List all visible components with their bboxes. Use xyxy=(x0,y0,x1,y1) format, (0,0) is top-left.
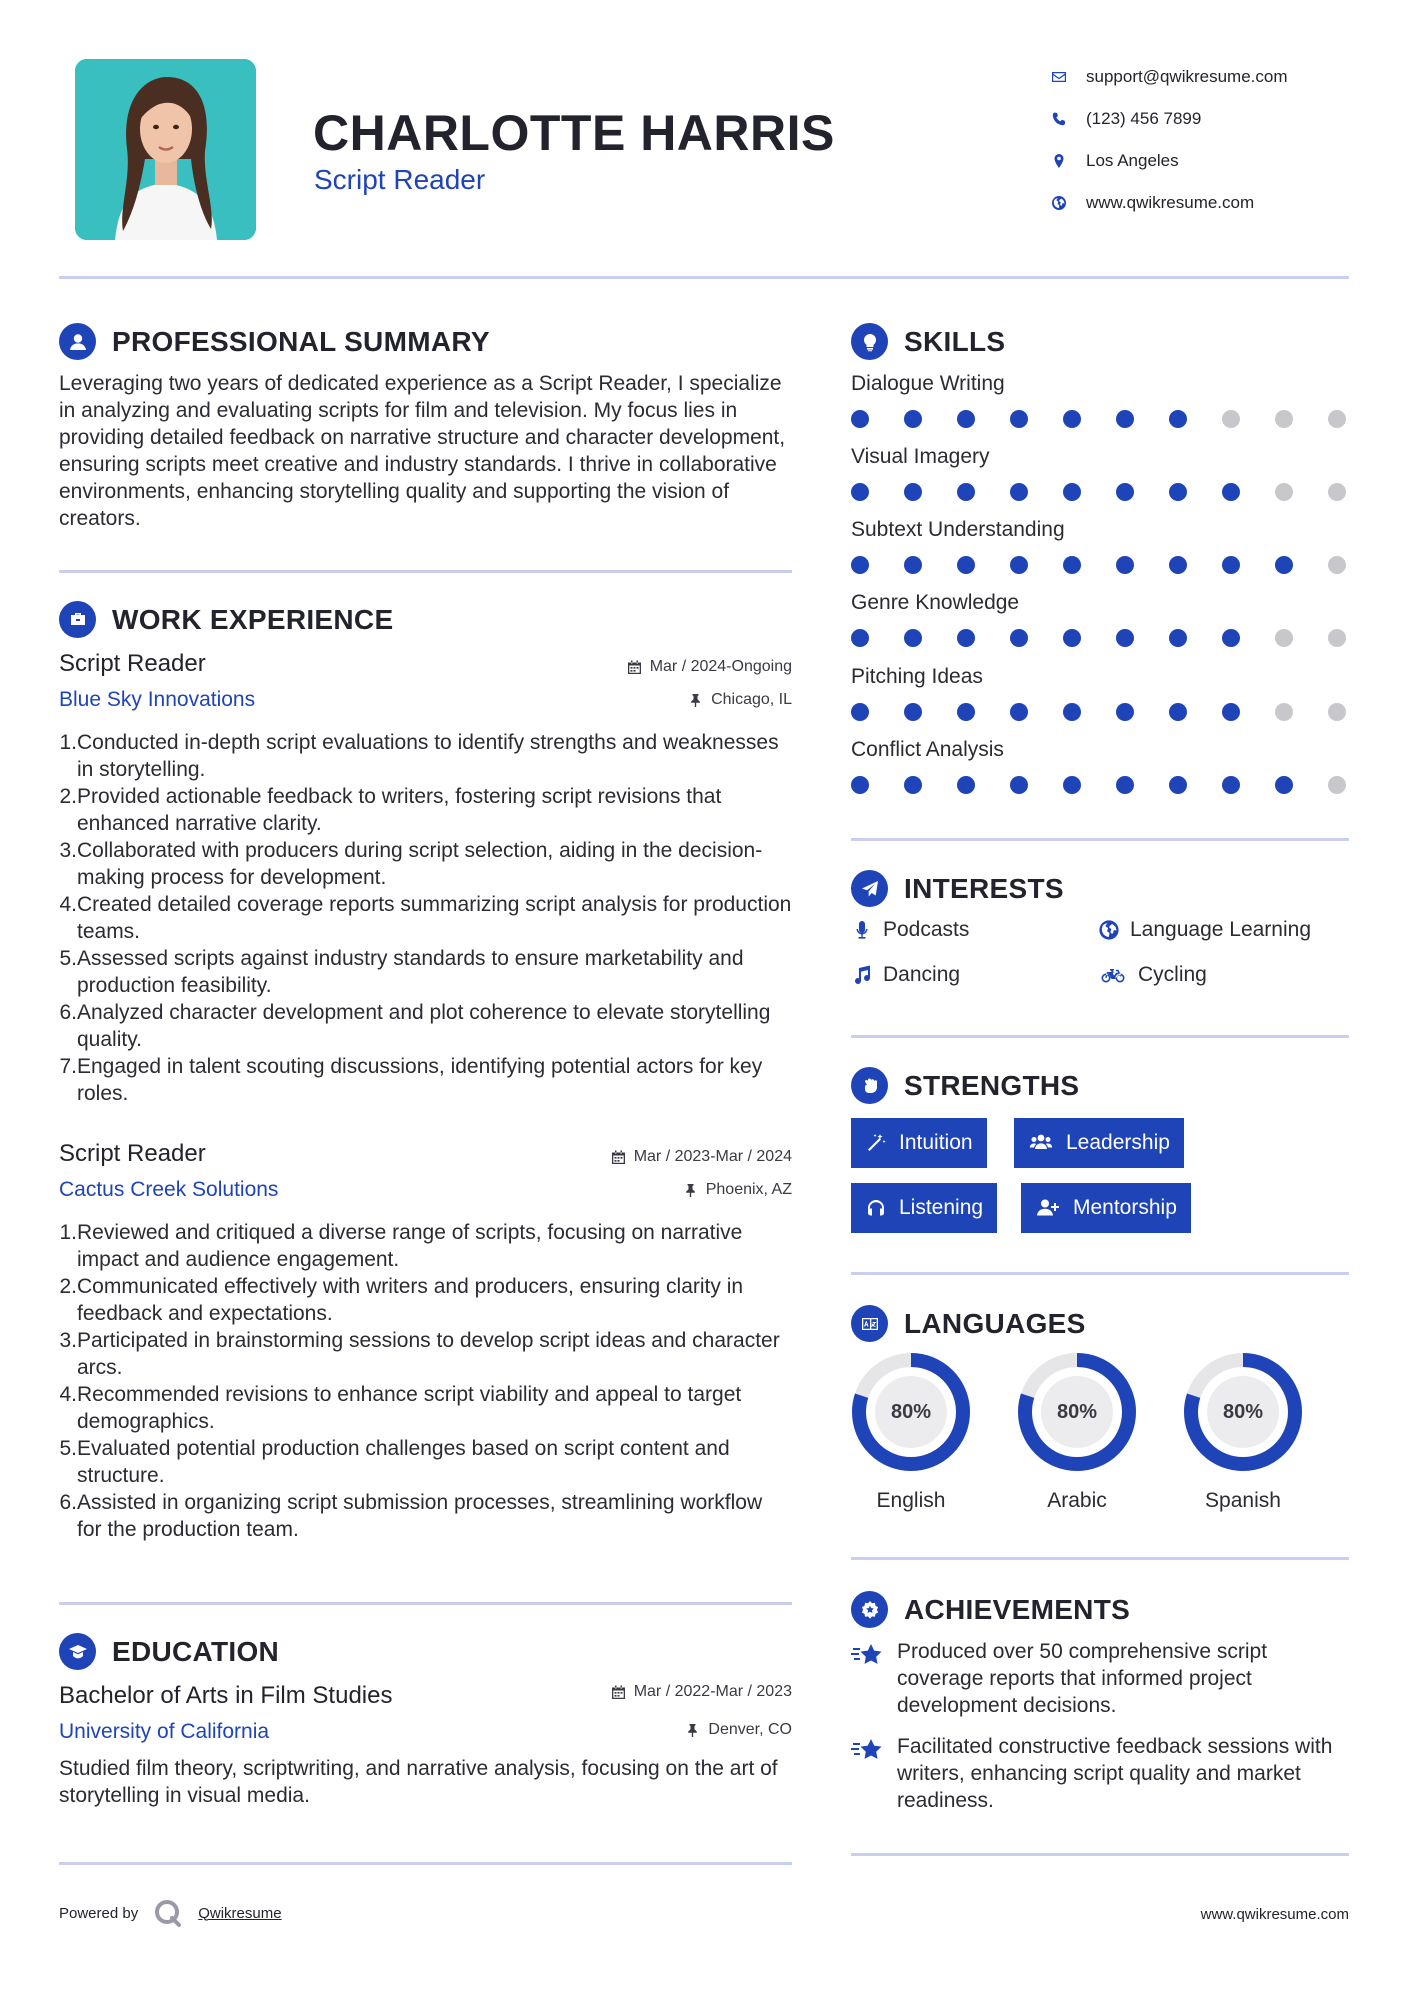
interests-heading xyxy=(851,870,1064,907)
languages-divider xyxy=(851,1557,1349,1560)
skill-dot-filled xyxy=(851,629,869,647)
lightbulb-icon xyxy=(851,323,888,360)
skill-dot-filled xyxy=(1169,410,1187,428)
interest-item xyxy=(1098,963,1207,987)
skill-dot-filled xyxy=(957,776,975,794)
skill-rating xyxy=(851,693,1351,723)
job-1-dates-text: Mar / 2024-Ongoing xyxy=(649,658,792,675)
skill-dot-filled xyxy=(1169,629,1187,647)
interests-divider xyxy=(851,1035,1349,1038)
summary-heading xyxy=(59,323,490,360)
skill-name: Conflict Analysis xyxy=(851,738,1004,761)
skill-dot-filled xyxy=(1116,629,1134,647)
music-note-icon xyxy=(851,964,873,986)
interest-item xyxy=(851,963,960,987)
skill-dot-filled xyxy=(1275,776,1293,794)
pushpin-icon xyxy=(683,1183,698,1198)
work-title: WORK EXPERIENCE xyxy=(112,603,394,635)
contact-location-text: Los Angeles xyxy=(1086,151,1179,170)
duty-text: Communicated effectively with writers and producers, ensuring clarity in feedback and expectations. xyxy=(77,1275,744,1325)
achievement-text: Facilitated constructive feedback sessions with writers, enhancing script quality and market readiness. xyxy=(897,1735,1333,1812)
list-number: 1. xyxy=(59,731,77,754)
language-ring xyxy=(1016,1351,1138,1473)
skill-dot-filled xyxy=(1063,629,1081,647)
skill-name: Dialogue Writing xyxy=(851,372,1005,395)
job-2-location xyxy=(683,1181,792,1199)
job-2-dates xyxy=(611,1148,792,1166)
achievements-title: ACHIEVEMENTS xyxy=(904,1593,1131,1625)
powered-by-text: Powered by xyxy=(59,1904,139,1922)
education-dates-text: Mar / 2022-Mar / 2023 xyxy=(633,1683,792,1700)
language-name: Arabic xyxy=(1047,1489,1107,1512)
paper-plane-icon xyxy=(851,870,888,907)
skill-item xyxy=(851,372,1351,430)
skill-dot-filled xyxy=(957,556,975,574)
skill-dot-empty xyxy=(1328,776,1346,794)
skill-dot-empty xyxy=(1222,410,1240,428)
globe-icon xyxy=(1050,194,1068,212)
skill-dot-filled xyxy=(1063,776,1081,794)
skill-dot-filled xyxy=(1116,483,1134,501)
language-percent: 80% xyxy=(1222,1400,1264,1423)
interest-label: Podcasts xyxy=(883,918,970,941)
skill-dot-filled xyxy=(1222,703,1240,721)
education-school: University of California xyxy=(59,1720,270,1743)
graduation-cap-icon xyxy=(59,1633,96,1670)
skill-item xyxy=(851,518,1351,576)
skill-dot-filled xyxy=(957,629,975,647)
phone-icon xyxy=(1050,110,1068,128)
education-location xyxy=(685,1721,792,1739)
skill-dot-filled xyxy=(1010,703,1028,721)
skill-rating xyxy=(851,400,1351,430)
magic-wand-icon xyxy=(865,1132,887,1154)
strength-badge xyxy=(1014,1118,1184,1168)
duty-text: Provided actionable feedback to writers, fostering script revisions that enhanced narrative clarity. xyxy=(77,785,722,835)
users-icon xyxy=(1028,1132,1054,1154)
translate-icon xyxy=(851,1305,888,1342)
list-number: 1. xyxy=(59,1221,77,1244)
user-icon xyxy=(59,323,96,360)
microphone-icon xyxy=(851,919,873,941)
skill-dot-filled xyxy=(1010,629,1028,647)
skill-name: Pitching Ideas xyxy=(851,665,983,688)
skill-dot-filled xyxy=(1169,483,1187,501)
work-divider xyxy=(59,1602,792,1605)
job-1-duties xyxy=(59,729,792,1107)
achievements-heading xyxy=(851,1591,1130,1628)
interests-title: INTERESTS xyxy=(904,872,1064,904)
job-1-title: Script Reader xyxy=(59,650,206,677)
skill-dot-filled xyxy=(1222,556,1240,574)
skill-dot-filled xyxy=(1063,410,1081,428)
envelope-icon xyxy=(1050,68,1068,86)
skill-item xyxy=(851,591,1351,649)
skill-dot-filled xyxy=(1063,703,1081,721)
candidate-name: CHARLOTTE HARRIS xyxy=(313,105,835,161)
skill-dot-filled xyxy=(904,776,922,794)
summary-divider xyxy=(59,570,792,573)
skill-item xyxy=(851,445,1351,503)
qwikresume-logo-icon xyxy=(152,1897,184,1929)
footer-website[interactable]: www.qwikresume.com xyxy=(1200,1906,1349,1923)
skill-dot-filled xyxy=(904,629,922,647)
skill-dot-filled xyxy=(851,483,869,501)
language-ring xyxy=(1182,1351,1304,1473)
language-item xyxy=(850,1351,972,1513)
pushpin-icon xyxy=(688,693,703,708)
strengths-title: STRENGTHS xyxy=(904,1069,1080,1101)
skill-dot-filled xyxy=(1169,556,1187,574)
list-number: 3. xyxy=(59,1329,77,1352)
language-percent: 80% xyxy=(1056,1400,1098,1423)
education-title: EDUCATION xyxy=(112,1635,280,1667)
globe-icon xyxy=(1098,919,1120,941)
skill-dot-empty xyxy=(1328,483,1346,501)
star-icon xyxy=(851,1638,885,1672)
list-number: 2. xyxy=(59,1275,77,1298)
list-number: 3. xyxy=(59,839,77,862)
skill-dot-filled xyxy=(1275,556,1293,574)
skill-dot-filled xyxy=(851,703,869,721)
skill-dot-filled xyxy=(1222,483,1240,501)
list-item xyxy=(59,783,792,837)
contact-phone-text: (123) 456 7899 xyxy=(1086,109,1202,128)
calendar-icon xyxy=(611,1685,626,1700)
list-item xyxy=(59,1489,792,1543)
duty-text: Reviewed and critiqued a diverse range of scripts, focusing on narrative impact and audience engagement. xyxy=(77,1221,743,1271)
briefcase-icon xyxy=(59,601,96,638)
skill-dot-filled xyxy=(957,483,975,501)
duty-text: Recommended revisions to enhance script viability and appeal to target demographics. xyxy=(77,1383,742,1433)
list-item xyxy=(59,1327,792,1381)
location-pin-icon xyxy=(1050,152,1068,170)
interest-item xyxy=(1098,918,1311,942)
job-2-dates-text: Mar / 2023-Mar / 2024 xyxy=(633,1148,792,1165)
skill-dot-empty xyxy=(1328,703,1346,721)
achievement-text: Produced over 50 comprehensive script coverage reports that informed project development decisions. xyxy=(897,1640,1268,1717)
list-item xyxy=(59,1053,792,1107)
job-2-duties xyxy=(59,1219,792,1543)
education-description: Studied film theory, scriptwriting, and narrative analysis, focusing on the art of storytelling in visual media. xyxy=(59,1757,778,1807)
skill-dot-filled xyxy=(904,556,922,574)
strength-label: Intuition xyxy=(899,1131,973,1154)
skill-dot-filled xyxy=(1010,483,1028,501)
strength-badge xyxy=(1021,1183,1191,1233)
list-item xyxy=(59,999,792,1053)
interest-item xyxy=(851,918,969,942)
languages-title: LANGUAGES xyxy=(904,1307,1086,1339)
qwikresume-link[interactable]: Qwikresume xyxy=(198,1904,282,1922)
skill-dot-empty xyxy=(1275,410,1293,428)
language-name: Spanish xyxy=(1205,1489,1281,1512)
skill-name: Visual Imagery xyxy=(851,445,990,468)
user-plus-icon xyxy=(1035,1197,1061,1219)
education-degree: Bachelor of Arts in Film Studies xyxy=(59,1682,393,1709)
list-number: 5. xyxy=(59,1437,77,1460)
achievements-divider xyxy=(851,1853,1349,1856)
language-ring xyxy=(850,1351,972,1473)
list-item xyxy=(59,1273,792,1327)
interest-label: Cycling xyxy=(1138,963,1207,986)
strength-badge xyxy=(851,1183,997,1233)
contact-website-text: www.qwikresume.com xyxy=(1086,193,1255,212)
skill-dot-filled xyxy=(957,703,975,721)
job-2-location-text: Phoenix, AZ xyxy=(705,1181,792,1198)
skill-dot-filled xyxy=(904,483,922,501)
job-2-company: Cactus Creek Solutions xyxy=(59,1178,279,1201)
duty-text: Conducted in-depth script evaluations to identify strengths and weaknesses in storytelling. xyxy=(77,731,779,781)
skill-dot-empty xyxy=(1328,410,1346,428)
contact-phone[interactable] xyxy=(1050,98,1390,140)
job-1-company: Blue Sky Innovations xyxy=(59,688,256,711)
skill-dot-filled xyxy=(1169,776,1187,794)
fist-icon xyxy=(851,1067,888,1104)
skill-dot-filled xyxy=(1222,776,1240,794)
duty-text: Participated in brainstorming sessions to develop script ideas and character arcs. xyxy=(77,1329,780,1379)
summary-title: PROFESSIONAL SUMMARY xyxy=(112,325,490,357)
list-item xyxy=(59,945,792,999)
skill-dot-empty xyxy=(1275,629,1293,647)
contact-email[interactable] xyxy=(1050,56,1390,98)
skill-dot-empty xyxy=(1275,483,1293,501)
list-number: 5. xyxy=(59,947,77,970)
skill-dot-empty xyxy=(1328,556,1346,574)
skill-item xyxy=(851,665,1351,723)
education-dates xyxy=(611,1683,792,1701)
skill-dot-filled xyxy=(1116,703,1134,721)
skill-dot-filled xyxy=(1116,776,1134,794)
list-number: 6. xyxy=(59,1001,77,1024)
education-location-text: Denver, CO xyxy=(708,1721,792,1738)
education-heading xyxy=(59,1633,279,1670)
duty-text: Assisted in organizing script submission processes, streamlining workflow for the production team. xyxy=(77,1491,763,1541)
duty-text: Engaged in talent scouting discussions, identifying potential actors for key roles. xyxy=(77,1055,763,1105)
skill-name: Genre Knowledge xyxy=(851,591,1020,614)
skill-dot-filled xyxy=(1010,556,1028,574)
list-number: 4. xyxy=(59,1383,77,1406)
achievement-item xyxy=(851,1733,1337,1814)
language-name: English xyxy=(876,1489,946,1512)
candidate-role: Script Reader xyxy=(314,164,486,195)
award-icon xyxy=(851,1591,888,1628)
job-1-location-text: Chicago, IL xyxy=(711,691,792,708)
skill-dot-filled xyxy=(1222,629,1240,647)
header-divider xyxy=(59,276,1349,279)
contact-email-text: support@qwikresume.com xyxy=(1086,67,1288,86)
bicycle-icon xyxy=(1098,964,1128,986)
work-heading xyxy=(59,601,393,638)
skill-dot-filled xyxy=(1169,703,1187,721)
summary-text: Leveraging two years of dedicated experience as a Script Reader, I specialize in analyzing and evaluating scripts for film and television. My focus lies in providing detailed feedback on narrative structure and character development, ensuring scripts meet creative and industry standards. I thrive in collaborative environments, enhancing storytelling quality and supporting the vision of creators. xyxy=(59,372,786,530)
skill-dot-filled xyxy=(851,556,869,574)
job-2-title: Script Reader xyxy=(59,1140,206,1167)
skill-item xyxy=(851,738,1351,796)
duty-text: Evaluated potential production challenges based on script content and structure. xyxy=(77,1437,730,1487)
strengths-heading xyxy=(851,1067,1079,1104)
list-item xyxy=(59,837,792,891)
calendar-icon xyxy=(611,1150,626,1165)
language-percent: 80% xyxy=(890,1400,932,1423)
skill-dot-filled xyxy=(1116,556,1134,574)
education-divider xyxy=(59,1862,792,1865)
strength-label: Mentorship xyxy=(1073,1196,1177,1219)
pushpin-icon xyxy=(685,1723,700,1738)
skill-rating xyxy=(851,766,1351,796)
duty-text: Collaborated with producers during script selection, aiding in the decision-making process for development. xyxy=(77,839,763,889)
list-item xyxy=(59,891,792,945)
skill-dot-filled xyxy=(1063,483,1081,501)
interest-label: Language Learning xyxy=(1130,918,1312,941)
footer-powered-by xyxy=(59,1897,282,1929)
strength-badge xyxy=(851,1118,987,1168)
languages-heading xyxy=(851,1305,1086,1342)
duty-text: Created detailed coverage reports summarizing script analysis for production teams. xyxy=(77,893,792,943)
list-item xyxy=(59,1435,792,1489)
list-number: 2. xyxy=(59,785,77,808)
headphones-icon xyxy=(865,1197,887,1219)
skill-dot-filled xyxy=(1010,410,1028,428)
skill-dot-filled xyxy=(957,410,975,428)
achievement-item xyxy=(851,1638,1337,1719)
skills-title: SKILLS xyxy=(904,325,1006,357)
duty-text: Assessed scripts against industry standards to ensure marketability and production feasibility. xyxy=(77,947,744,997)
skill-dot-empty xyxy=(1275,703,1293,721)
skill-dot-filled xyxy=(851,776,869,794)
calendar-icon xyxy=(627,660,642,675)
strengths-divider xyxy=(851,1272,1349,1275)
skill-rating xyxy=(851,473,1351,503)
contact-location xyxy=(1050,140,1390,182)
strength-label: Leadership xyxy=(1066,1131,1170,1154)
list-item xyxy=(59,729,792,783)
skill-dot-filled xyxy=(1116,410,1134,428)
skill-dot-filled xyxy=(1010,776,1028,794)
skill-name: Subtext Understanding xyxy=(851,518,1065,541)
duty-text: Analyzed character development and plot coherence to elevate storytelling quality. xyxy=(77,1001,771,1051)
skill-dot-filled xyxy=(1063,556,1081,574)
skill-rating xyxy=(851,546,1351,576)
contact-list xyxy=(1050,56,1390,224)
skill-rating xyxy=(851,619,1351,649)
skill-dot-filled xyxy=(851,410,869,428)
skills-divider xyxy=(851,838,1349,841)
language-item xyxy=(1182,1351,1304,1513)
star-icon xyxy=(851,1733,885,1767)
strength-label: Listening xyxy=(899,1196,984,1219)
skill-dot-filled xyxy=(904,703,922,721)
job-1-dates xyxy=(627,658,792,676)
skills-heading xyxy=(851,323,1005,360)
list-item xyxy=(59,1219,792,1273)
job-1-location xyxy=(688,691,792,709)
list-number: 4. xyxy=(59,893,77,916)
list-item xyxy=(59,1381,792,1435)
language-item xyxy=(1016,1351,1138,1513)
list-number: 7. xyxy=(59,1055,77,1078)
skill-dot-empty xyxy=(1328,629,1346,647)
interest-label: Dancing xyxy=(883,963,961,986)
list-number: 6. xyxy=(59,1491,77,1514)
contact-website[interactable] xyxy=(1050,182,1390,224)
skill-dot-filled xyxy=(904,410,922,428)
profile-photo xyxy=(75,59,256,240)
